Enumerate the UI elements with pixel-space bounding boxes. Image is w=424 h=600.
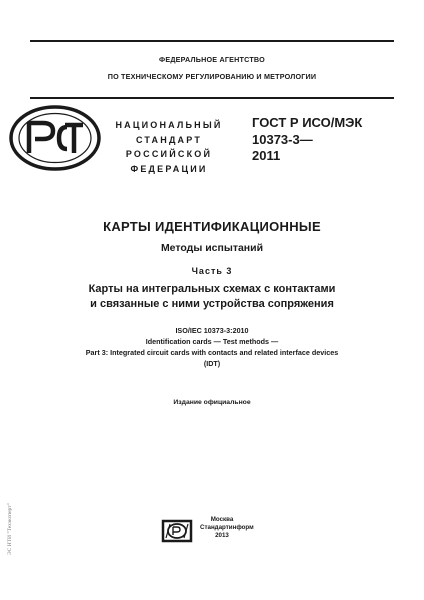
top-rule [30, 40, 394, 42]
agency-line-1: ФЕДЕРАЛЬНОЕ АГЕНТСТВО [159, 55, 265, 64]
watermark: ЭС НТИ "Техэксперт" [7, 503, 13, 555]
designation-line-1: ГОСТ Р ИСО/МЭК [252, 115, 363, 130]
agency-line-2: ПО ТЕХНИЧЕСКОМУ РЕГУЛИРОВАНИЮ И МЕТРОЛОГИИ [107, 72, 317, 81]
part-number: Часть 3 [191, 266, 233, 276]
standard-label-line: ФЕДЕРАЦИИ [130, 163, 208, 174]
standard-designation [252, 115, 362, 165]
document-subtitle: Методы испытаний [160, 242, 264, 254]
iso-reference-part: Part 3: Integrated circuit cards with contacts and related interface devices [85, 348, 339, 357]
standard-label-line: НАЦИОНАЛЬНЫЙ [115, 120, 223, 130]
designation-line-2: 10373-3— [252, 131, 313, 147]
publisher-logo-icon [160, 518, 194, 544]
rst-logo-icon [7, 103, 103, 173]
part-title-line-2: и связанные с ними устройства сопряжения [90, 298, 334, 310]
publication-year: 2013 [215, 532, 229, 539]
standard-label-line: РОССИЙСКОЙ [125, 149, 213, 159]
iso-reference-idt: (IDT) [203, 359, 221, 368]
iso-reference-code: ISO/IEC 10373-3:2010 [175, 326, 249, 335]
header-rule [30, 97, 394, 99]
national-standard-label [110, 118, 228, 176]
publisher-info [200, 516, 254, 540]
part-title-line-1: Карты на интегральных схемах с контактами [88, 283, 336, 295]
standard-label-line: СТАНДАРТ [135, 134, 203, 145]
publisher-city: Москва [210, 516, 234, 523]
designation-line-3: 2011 [252, 148, 281, 163]
document-title: КАРТЫ ИДЕНТИФИКАЦИОННЫЕ [103, 219, 321, 234]
publisher-name: Стандартинформ [200, 524, 254, 531]
iso-reference-title: Identification cards — Test methods — [145, 337, 279, 346]
edition-note: Издание официальное [173, 399, 251, 406]
